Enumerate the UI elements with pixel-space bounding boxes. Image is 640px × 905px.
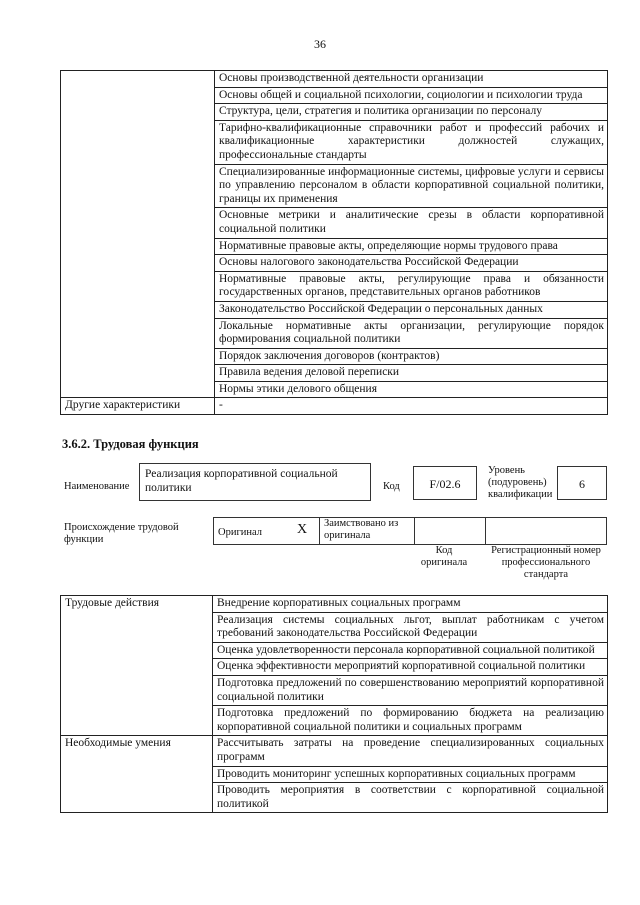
row-value: Структура, цели, стратегия и политика организации по персоналу bbox=[215, 104, 608, 121]
table-row bbox=[61, 301, 608, 318]
table-row bbox=[61, 87, 608, 104]
row-value: Специализированные информационные системы, цифровые услуги и сервисы по управлению персоналом в области корпоративной социальной политики, границы их применения bbox=[215, 164, 608, 208]
row-label bbox=[61, 104, 215, 121]
row-label bbox=[61, 365, 215, 382]
row-label bbox=[61, 164, 215, 208]
row-label bbox=[61, 208, 215, 238]
divider bbox=[485, 517, 486, 545]
row-label bbox=[61, 87, 215, 104]
row-value: Нормативные правовые акты, определяющие нормы трудового права bbox=[215, 238, 608, 255]
row-value: Нормативные правовые акты, регулирующие права и обязанности государственных органов, представительных органов работников bbox=[215, 271, 608, 301]
table-row bbox=[61, 255, 608, 272]
row-value: Правила ведения деловой переписки bbox=[215, 365, 608, 382]
level-label: Уровень (подуровень) квалификации bbox=[488, 465, 553, 500]
row-value: Законодательство Российской Федерации о персональных данных bbox=[215, 301, 608, 318]
row-value: Тарифно-квалификационные справочники работ и профессий рабочих и квалификационные характеристики должностей служащих, профессиональные стандарты bbox=[215, 120, 608, 164]
table-row bbox=[61, 736, 608, 766]
origin-label: Происхождение трудовой функции bbox=[64, 522, 179, 545]
row-value: - bbox=[215, 398, 608, 415]
row-label bbox=[61, 348, 215, 365]
row-label bbox=[61, 318, 215, 348]
group-item: Внедрение корпоративных социальных программ bbox=[213, 596, 608, 613]
row-label bbox=[61, 71, 215, 88]
row-value: Локальные нормативные акты организации, регулирующие порядок формирования социальной политики bbox=[215, 318, 608, 348]
original-mark: X bbox=[297, 522, 308, 537]
divider bbox=[414, 517, 415, 545]
row-label bbox=[61, 381, 215, 398]
level-value-box bbox=[557, 466, 607, 500]
name-value: Реализация корпоративной социальной политики bbox=[145, 468, 338, 494]
table-row bbox=[61, 271, 608, 301]
table-row bbox=[61, 238, 608, 255]
row-label bbox=[61, 271, 215, 301]
table-row bbox=[61, 348, 608, 365]
code-label: Код bbox=[383, 481, 400, 492]
table-row bbox=[61, 318, 608, 348]
row-value: Основы налогового законодательства Российской Федерации bbox=[215, 255, 608, 272]
code-value: F/02.6 bbox=[429, 477, 461, 491]
row-value: Основы производственной деятельности организации bbox=[215, 71, 608, 88]
group-item: Подготовка предложений по формированию бюджета на реализацию корпоративной социальной политики и социальных программ bbox=[213, 706, 608, 736]
row-value: Основы общей и социальной психологии, социологии и психологии труда bbox=[215, 87, 608, 104]
name-value-box bbox=[139, 463, 371, 501]
borrowed-label: Заимствовано из оригинала bbox=[324, 518, 399, 541]
row-value: Основные метрики и аналитические срезы в области корпоративной социальной политики bbox=[215, 208, 608, 238]
row-label bbox=[61, 301, 215, 318]
section-title: 3.6.2. Трудовая функция bbox=[62, 437, 199, 451]
group-item: Рассчитывать затраты на проведение специализированных социальных программ bbox=[213, 736, 608, 766]
group-label: Необходимые умения bbox=[61, 736, 213, 813]
row-value: Порядок заключения договоров (контрактов) bbox=[215, 348, 608, 365]
actions-skills-table bbox=[60, 595, 608, 813]
group-item: Оценка удовлетворенности персонала корпоративной социальной политикой bbox=[213, 642, 608, 659]
table-row bbox=[61, 104, 608, 121]
table-row bbox=[61, 208, 608, 238]
group-label: Трудовые действия bbox=[61, 596, 213, 736]
table-row bbox=[61, 398, 608, 415]
row-label: Другие характеристики bbox=[61, 398, 215, 415]
table-row bbox=[61, 164, 608, 208]
group-item: Проводить мониторинг успешных корпоративных социальных программ bbox=[213, 766, 608, 783]
table-row bbox=[61, 120, 608, 164]
group-item: Реализация системы социальных льгот, выплат работникам с учетом требований законодательства Российской Федерации bbox=[213, 612, 608, 642]
group-item: Оценка эффективности мероприятий корпоративной социальной политики bbox=[213, 659, 608, 676]
group-item: Проводить мероприятия в соответствии с корпоративной социальной политикой bbox=[213, 783, 608, 813]
divider bbox=[319, 517, 320, 545]
original-label: Оригинал bbox=[218, 527, 262, 538]
group-item: Подготовка предложений по совершенствованию мероприятий корпоративной социальной политики bbox=[213, 675, 608, 705]
table-row bbox=[61, 381, 608, 398]
table-row bbox=[61, 365, 608, 382]
code-value-box bbox=[413, 466, 477, 500]
page-number: 36 bbox=[314, 37, 326, 51]
level-value: 6 bbox=[579, 477, 585, 491]
row-label bbox=[61, 238, 215, 255]
name-label: Наименование bbox=[64, 481, 130, 492]
code-original-caption: Код оригинала bbox=[420, 545, 468, 568]
row-value: Нормы этики делового общения bbox=[215, 381, 608, 398]
table-row bbox=[61, 596, 608, 613]
row-label bbox=[61, 120, 215, 164]
knowledge-table bbox=[60, 70, 608, 415]
table-row bbox=[61, 71, 608, 88]
reg-number-caption: Регистрационный номер профессионального стандарта bbox=[491, 545, 601, 580]
row-label bbox=[61, 255, 215, 272]
